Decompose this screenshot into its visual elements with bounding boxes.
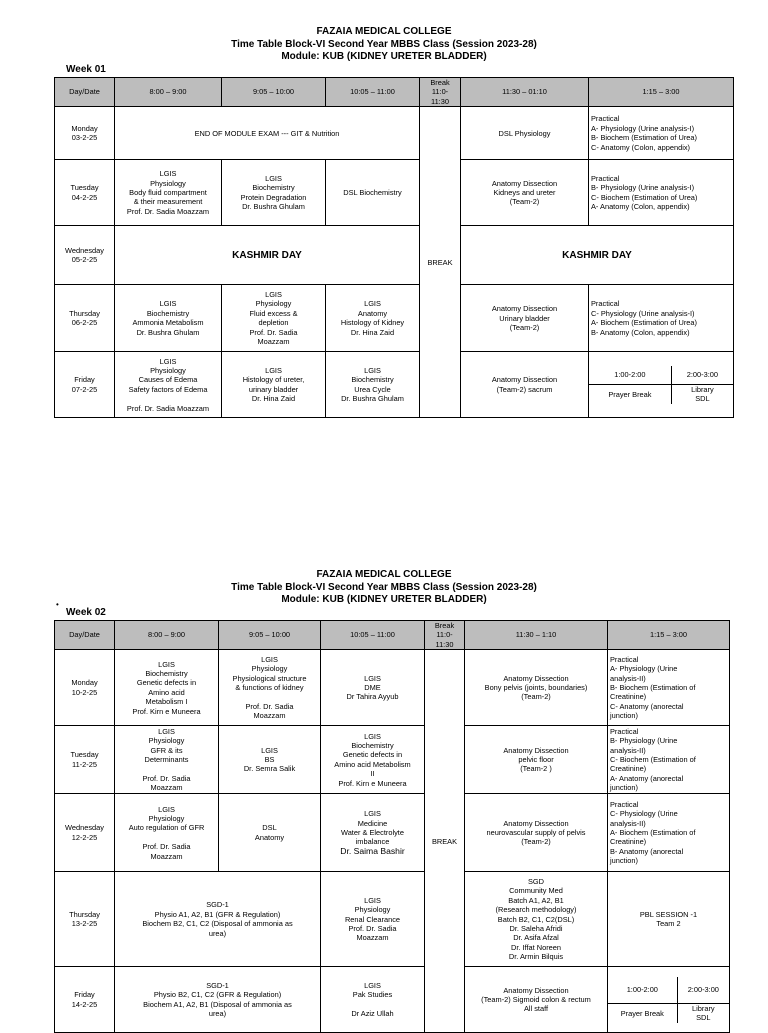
session-cell: LGIS DME Dr Tahira Ayyub: [321, 650, 425, 726]
session-cell: SGD Community Med Batch A1, A2, B1 (Research methodology) Batch B2, C1, C2(DSL) Dr. Saleha Afridi Dr. Asifa Afzal Dr. Iffat Noreen Dr. Armin Bilquis: [465, 872, 608, 967]
session-cell: LGIS Anatomy Histology of Kidney Dr. Hina Zaid: [326, 285, 420, 352]
session-cell: Anatomy Dissection (Team-2) Sigmoid colon & rectum All staff: [465, 967, 608, 1033]
col-break: Break 11:0- 11:30: [425, 621, 465, 650]
session-cell: DSL Physiology: [461, 107, 589, 160]
sub-slot-2: 2:00-3:00: [671, 366, 733, 385]
day-cell: Monday 03-2-25: [55, 107, 115, 160]
practical-cell: Practical C- Physiology (Urine analysis-II) A- Biochem (Estimation of Creatinine) B- Anatomy (anorectal junction): [608, 794, 730, 872]
day-cell: Tuesday 11-2-25: [55, 726, 115, 794]
session-cell: Anatomy Dissection Bony pelvis (joints, boundaries) (Team-2): [465, 650, 608, 726]
day-cell: Wednesday 05-2-25: [55, 226, 115, 285]
timetable-title: Time Table Block-VI Second Year MBBS Class (Session 2023-28): [231, 38, 537, 50]
sgd-cell: SGD-1 Physio B2, C1, C2 (GFR & Regulation) Biochem A1, A2, B1 (Disposal of ammonia as urea): [115, 967, 321, 1033]
table-row: [55, 107, 734, 160]
practical-cell: Practical A- Physiology (Urine analysis-I) B- Biochem (Estimation of Urea) C- Anatomy (Colon, appendix): [589, 107, 734, 160]
session-cell: Anatomy Dissection pelvic floor (Team-2 ): [465, 726, 608, 794]
session-cell: LGIS Biochemistry Ammonia Metabolism Dr. Bushra Ghulam: [115, 285, 222, 352]
session-cell: Anatomy Dissection neurovascular supply of pelvis (Team-2): [465, 794, 608, 872]
table-header-row: [55, 621, 730, 650]
col-day-date: Day/Date: [55, 621, 115, 650]
session-cell: LGIS Pak Studies Dr Aziz Ullah: [321, 967, 425, 1033]
sgd-cell: SGD-1 Physio A1, A2, B1 (GFR & Regulation) Biochem B2, C1, C2 (Disposal of ammonia as urea): [115, 872, 321, 967]
session-cell: LGIS Physiology Fluid excess & depletion Prof. Dr. Sadia Moazzam: [222, 285, 326, 352]
split-table: [608, 977, 729, 1023]
split-cell: [608, 967, 730, 1033]
split-cell: [589, 352, 734, 418]
module-title: Module: KUB (KIDNEY URETER BLADDER): [281, 51, 487, 62]
practical-cell: Practical A- Physiology (Urine analysis-II) B- Biochem (Estimation of Creatinine) C- Anatomy (anorectal junction): [608, 650, 730, 726]
week-label: Week 01: [66, 64, 106, 75]
col-slot-5: 1:15 – 3:00: [589, 78, 734, 107]
session-cell: LGIS Physiology Physiological structure & functions of kidney Prof. Dr. Sadia Moazzam: [219, 650, 321, 726]
session-cell: LGIS Biochemistry Genetic defects in Amino acid Metabolism II Prof. Kirn e Muneera: [321, 726, 425, 794]
session-cell: LGIS Histology of ureter, urinary bladder Dr. Hina Zaid: [222, 352, 326, 418]
session-cell: LGIS Physiology Renal Clearance Prof. Dr. Sadia Moazzam: [321, 872, 425, 967]
table-header-row: [55, 78, 734, 107]
session-cell: Anatomy Dissection (Team-2) sacrum: [461, 352, 589, 418]
college-name: FAZAIA MEDICAL COLLEGE: [316, 26, 452, 37]
library-sdl-cell: Library SDL: [692, 1004, 715, 1023]
week-label: Week 02: [66, 607, 106, 618]
table-row: [55, 872, 730, 967]
session-cell: LGIS Physiology GFR & its Determinants Prof. Dr. Sadia Moazzam: [115, 726, 219, 794]
break-cell: BREAK: [420, 107, 461, 418]
session-cell: LGIS Biochemistry Protein Degradation Dr. Bushra Ghulam: [222, 160, 326, 226]
sub-slot-1: 1:00-2:00: [589, 366, 671, 385]
timetable-title: Time Table Block-VI Second Year MBBS Class (Session 2023-28): [231, 581, 537, 593]
session-cell: Anatomy Dissection Kidneys and ureter (Team-2): [461, 160, 589, 226]
timetable-week-1: [54, 77, 734, 418]
col-day-date: Day/Date: [55, 78, 115, 107]
session-cell: LGIS Physiology Auto regulation of GFR Prof. Dr. Sadia Moazzam: [115, 794, 219, 872]
col-slot-2: 9:05 – 10:00: [219, 621, 321, 650]
day-cell: Thursday 13-2-25: [55, 872, 115, 967]
table-row: [55, 650, 730, 726]
module-title: Module: KUB (KIDNEY URETER BLADDER): [281, 594, 487, 605]
practical-cell: Practical B- Physiology (Urine analysis-I) C- Biochem (Estimation of Urea) A- Anatomy (Colon, appendix): [589, 160, 734, 226]
session-cell: LGIS BS Dr. Semra Salik: [219, 726, 321, 794]
col-slot-2: 9:05 – 10:00: [222, 78, 326, 107]
table-row: [55, 967, 730, 1033]
timetable-week-2: [54, 620, 730, 1033]
instructor-name: Dr. Saima Bashir: [340, 845, 405, 856]
table-row: [55, 226, 734, 285]
table-row: [55, 726, 730, 794]
day-cell: Monday 10-2-25: [55, 650, 115, 726]
table-row: [55, 794, 730, 872]
session-cell: LGIS Biochemistry Genetic defects in Amino acid Metabolism I Prof. Kirn e Muneera: [115, 650, 219, 726]
col-slot-3: 10:05 – 11:00: [321, 621, 425, 650]
sub-slot-1: 1:00-2:00: [608, 977, 677, 1004]
day-cell: Friday 07-2-25: [55, 352, 115, 418]
col-slot-4: 11:30 – 01:10: [461, 78, 589, 107]
split-table: [589, 366, 733, 404]
table-row: [55, 160, 734, 226]
practical-cell: Practical B- Physiology (Urine analysis-II) C- Biochem (Estimation of Creatinine) A- Anatomy (anorectal junction): [608, 726, 730, 794]
prayer-break-cell: Prayer Break: [589, 385, 671, 404]
col-slot-1: 8:00 – 9:00: [115, 78, 222, 107]
session-cell: DSL Biochemistry: [326, 160, 420, 226]
college-name: FAZAIA MEDICAL COLLEGE: [316, 569, 452, 580]
sub-slot-2: 2:00-3:00: [677, 977, 729, 1004]
table-row: [55, 285, 734, 352]
break-cell: BREAK: [425, 650, 465, 1033]
col-slot-3: 10:05 – 11:00: [326, 78, 420, 107]
header-block-1: [0, 26, 768, 64]
stray-bullet: •: [56, 600, 59, 609]
col-slot-4: 11:30 – 1:10: [465, 621, 608, 650]
day-cell: Friday 14-2-25: [55, 967, 115, 1033]
day-cell: Tuesday 04-2-25: [55, 160, 115, 226]
col-break: Break 11:0- 11:30: [420, 78, 461, 107]
session-cell: LGIS Physiology Causes of Edema Safety factors of Edema Prof. Dr. Sadia Moazzam: [115, 352, 222, 418]
practical-cell: Practical C- Physiology (Urine analysis-I) A- Biochem (Estimation of Urea) B- Anatomy (Colon, appendix): [589, 285, 734, 352]
day-cell: Wednesday 12-2-25: [55, 794, 115, 872]
table-row: [55, 352, 734, 418]
header-block-2: [0, 569, 768, 607]
prayer-break-cell: Prayer Break: [608, 1004, 677, 1023]
exam-cell: END OF MODULE EXAM --- GIT & Nutrition: [115, 107, 420, 160]
col-slot-5: 1:15 – 3:00: [608, 621, 730, 650]
session-text: LGIS Medicine Water & Electrolyte imbalance: [341, 809, 404, 847]
col-slot-1: 8:00 – 9:00: [115, 621, 219, 650]
holiday-cell: KASHMIR DAY: [461, 226, 734, 285]
pbl-cell: PBL SESSION -1 Team 2: [608, 872, 730, 967]
library-sdl-cell: Library SDL: [691, 385, 714, 404]
session-cell: [321, 794, 425, 872]
session-cell: DSL Anatomy: [219, 794, 321, 872]
session-cell: Anatomy Dissection Urinary bladder (Team-2): [461, 285, 589, 352]
day-cell: Thursday 06-2-25: [55, 285, 115, 352]
session-cell: LGIS Biochemistry Urea Cycle Dr. Bushra Ghulam: [326, 352, 420, 418]
holiday-cell: KASHMIR DAY: [115, 226, 420, 285]
session-cell: LGIS Physiology Body fluid compartment & their measurement Prof. Dr. Sadia Moazzam: [115, 160, 222, 226]
